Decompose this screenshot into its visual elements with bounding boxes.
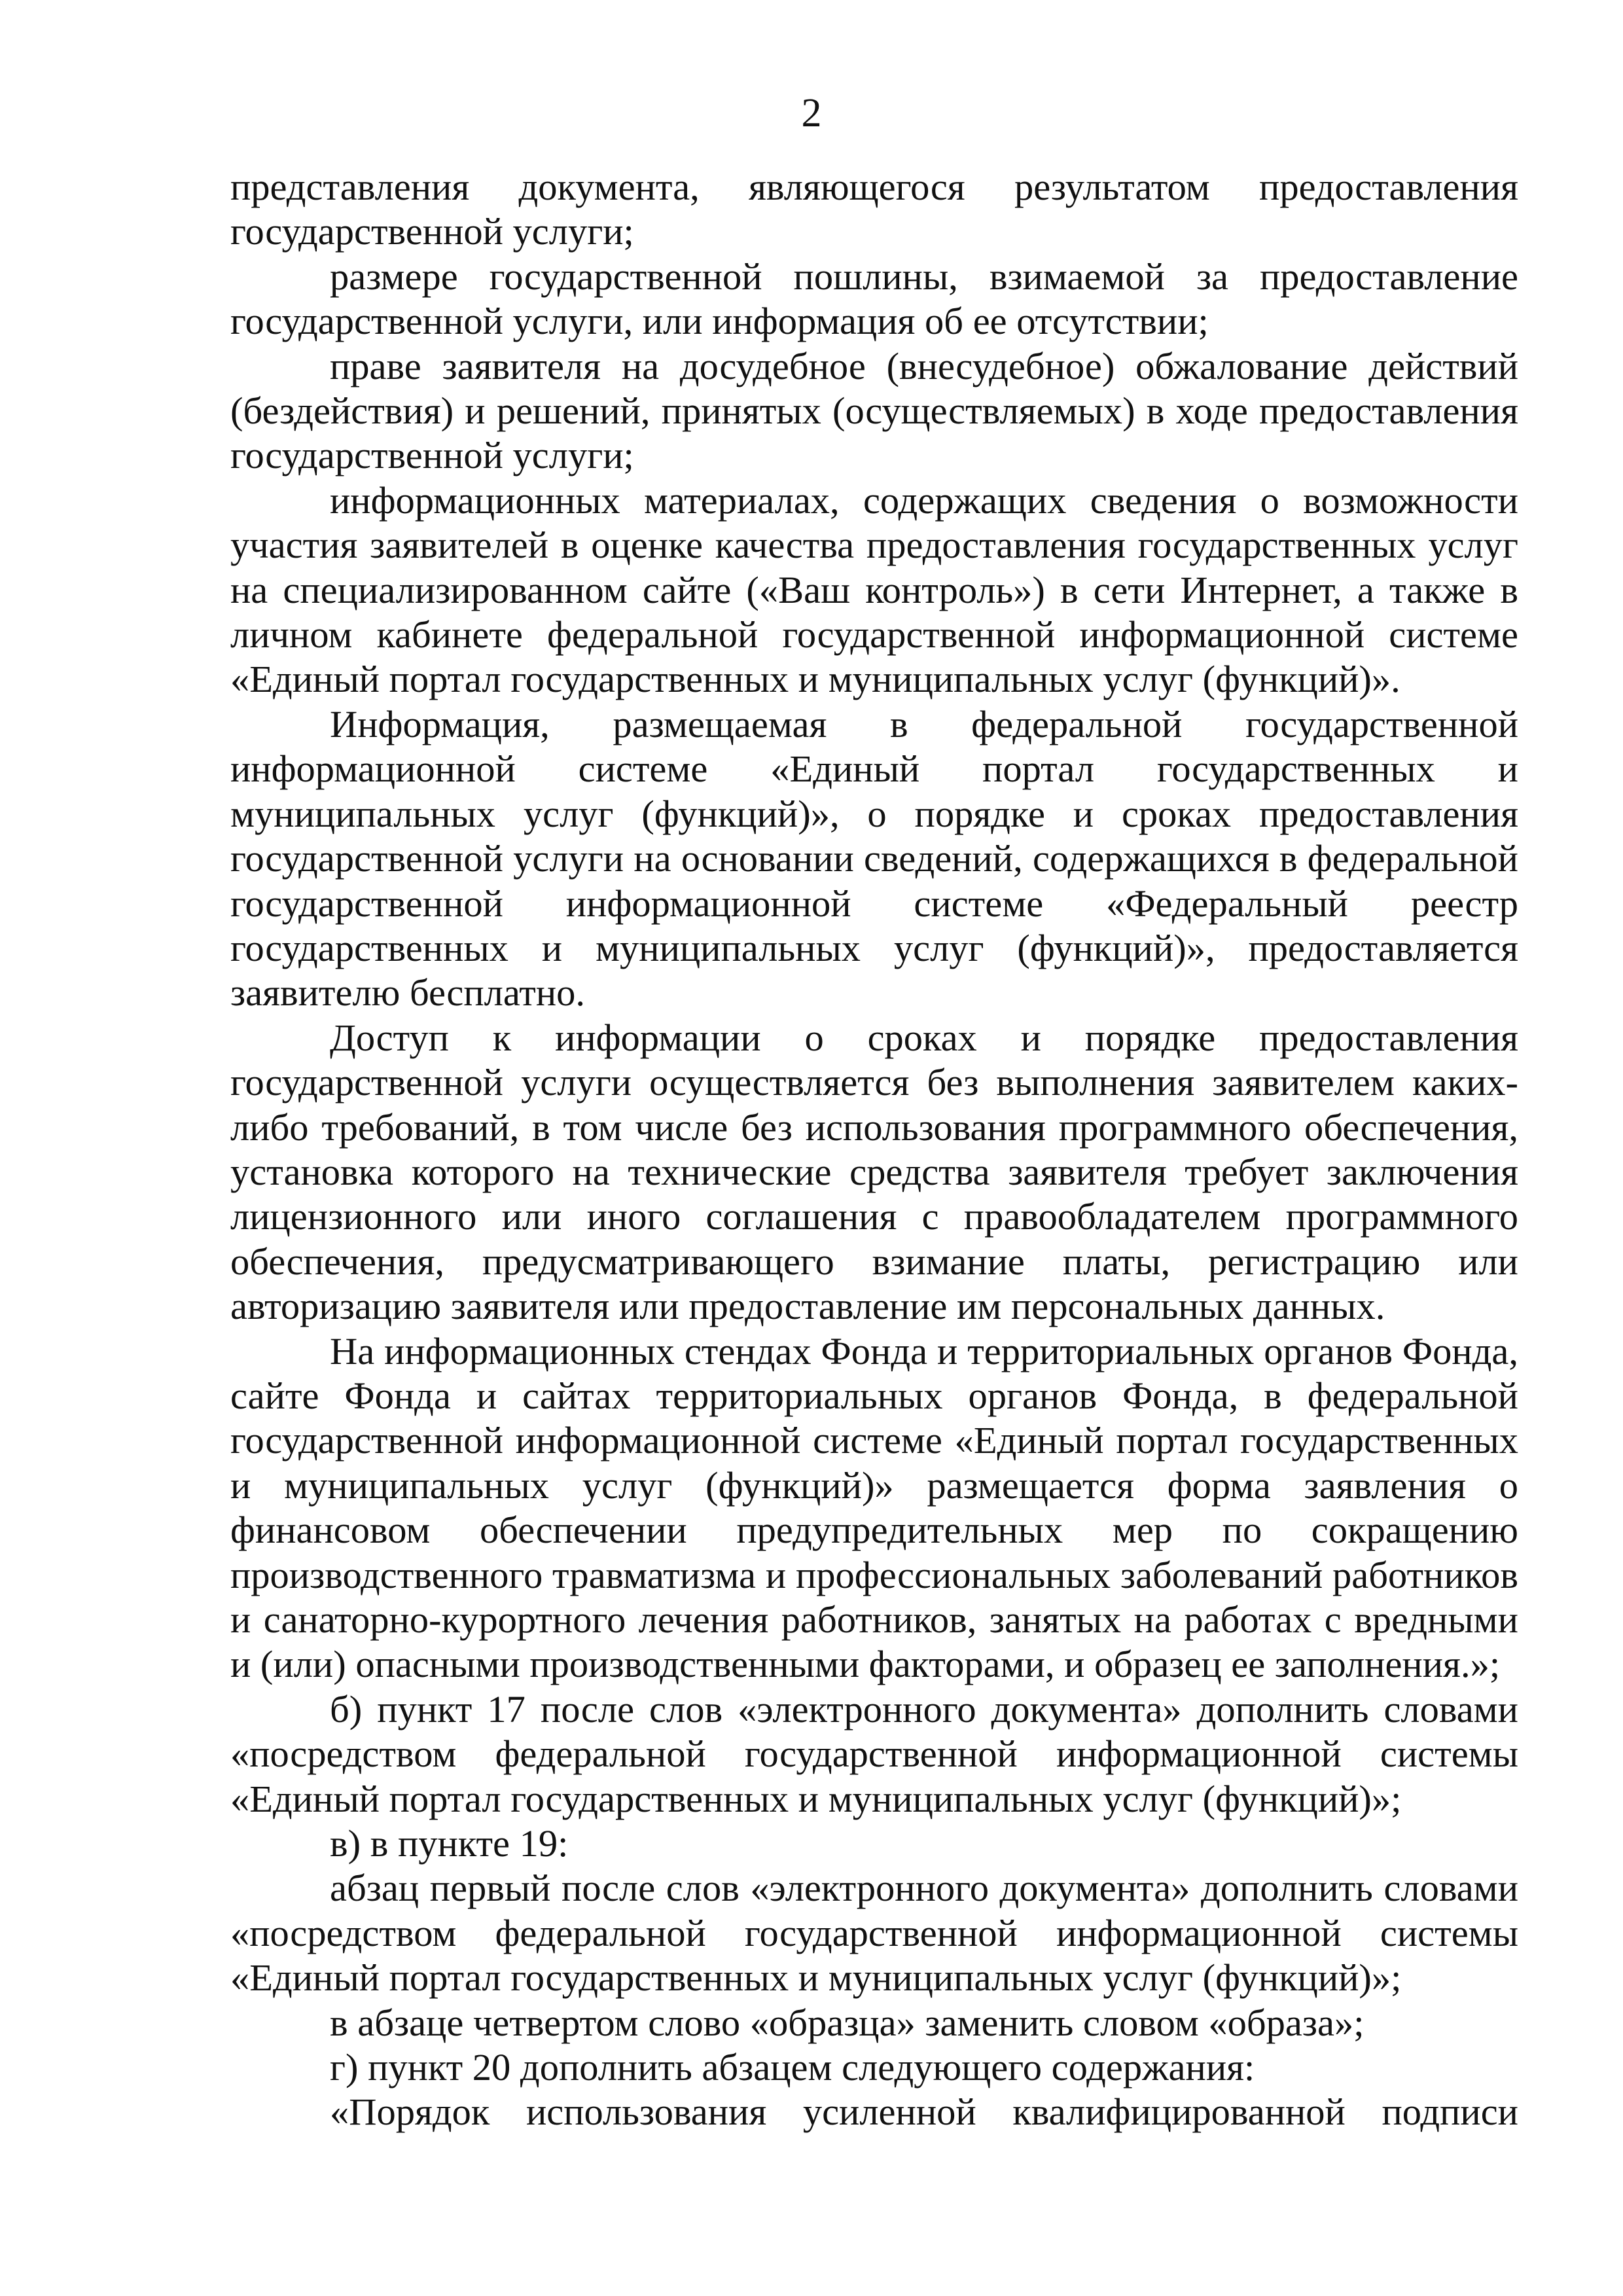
paragraph-2: размере государственной пошлины, взимаемой за предоставление государственной услуги, или информация об ее отсутствии; bbox=[230, 255, 1518, 343]
paragraph-10: абзац первый после слов «электронного документа» дополнить словами «посредством федеральной государственной информационной системы «Единый портал государственных и муниципальных услуг (функций)»; bbox=[230, 1867, 1518, 2000]
paragraph-12: г) пункт 20 дополнить абзацем следующего содержания: bbox=[330, 2046, 1255, 2089]
paragraph-9: в) в пункте 19: bbox=[330, 1822, 569, 1865]
paragraph-13: «Порядок использования усиленной квалифицированной подписи bbox=[330, 2090, 1518, 2134]
page-number: 2 bbox=[801, 91, 822, 135]
paragraph-5: Информация, размещаемая в федеральной государственной информационной системе «Единый портал государственных и муниципальных услуг (функций)», о порядке и сроках предоставления государственной услуги на основании сведений, содержащихся в федеральной государственной информационной системе «Федеральный реестр государственных и муниципальных услуг (функций)», предоставляется заявителю бесплатно. bbox=[230, 702, 1518, 1014]
paragraph-11: в абзаце четвертом слово «образца» заменить словом «образа»; bbox=[330, 2001, 1364, 2044]
paragraph-1: представления документа, являющегося результатом предоставления государственной услуги; bbox=[230, 166, 1518, 253]
paragraph-4: информационных материалах, содержащих сведения о возможности участия заявителей в оценке качества предоставления государственных услуг на специализированном сайте («Ваш контроль») в сети Интернет, а также в личном кабинете федеральной государственной информационной системе «Единый портал государственных и муниципальных услуг (функций)». bbox=[230, 478, 1518, 701]
paragraph-3: праве заявителя на досудебное (внесудебное) обжалование действий (бездействия) и решений, принятых (осуществляемых) в ходе предоставления государственной услуги; bbox=[230, 344, 1518, 477]
paragraph-7: На информационных стендах Фонда и территориальных органов Фонда, сайте Фонда и сайтах территориальных органов Фонда, в федеральной государственной информационной системе «Единый портал государственных и муниципальных услуг (функций)» размещается форма заявления о финансовом обеспечении предупредительных мер по сокращению производственного травматизма и профессиональных заболеваний работников и санаторно-курортного лечения работников, занятых на работах с вредными и (или) опасными производственными факторами, и образец ее заполнения.»; bbox=[230, 1329, 1518, 1686]
paragraph-6: Доступ к информации о сроках и порядке предоставления государственной услуги осуществляется без выполнения заявителем каких-либо требований, в том числе без использования программного обеспечения, установка которого на технические средства заявителя требует заключения лицензионного или иного соглашения с правообладателем программного обеспечения, предусматривающего взимание платы, регистрацию или авторизацию заявителя или предоставление им персональных данных. bbox=[230, 1016, 1518, 1328]
paragraph-8: б) пункт 17 после слов «электронного документа» дополнить словами «посредством федеральной государственной информационной системы «Единый портал государственных и муниципальных услуг (функций)»; bbox=[230, 1687, 1518, 1820]
document-body bbox=[230, 165, 1518, 2135]
